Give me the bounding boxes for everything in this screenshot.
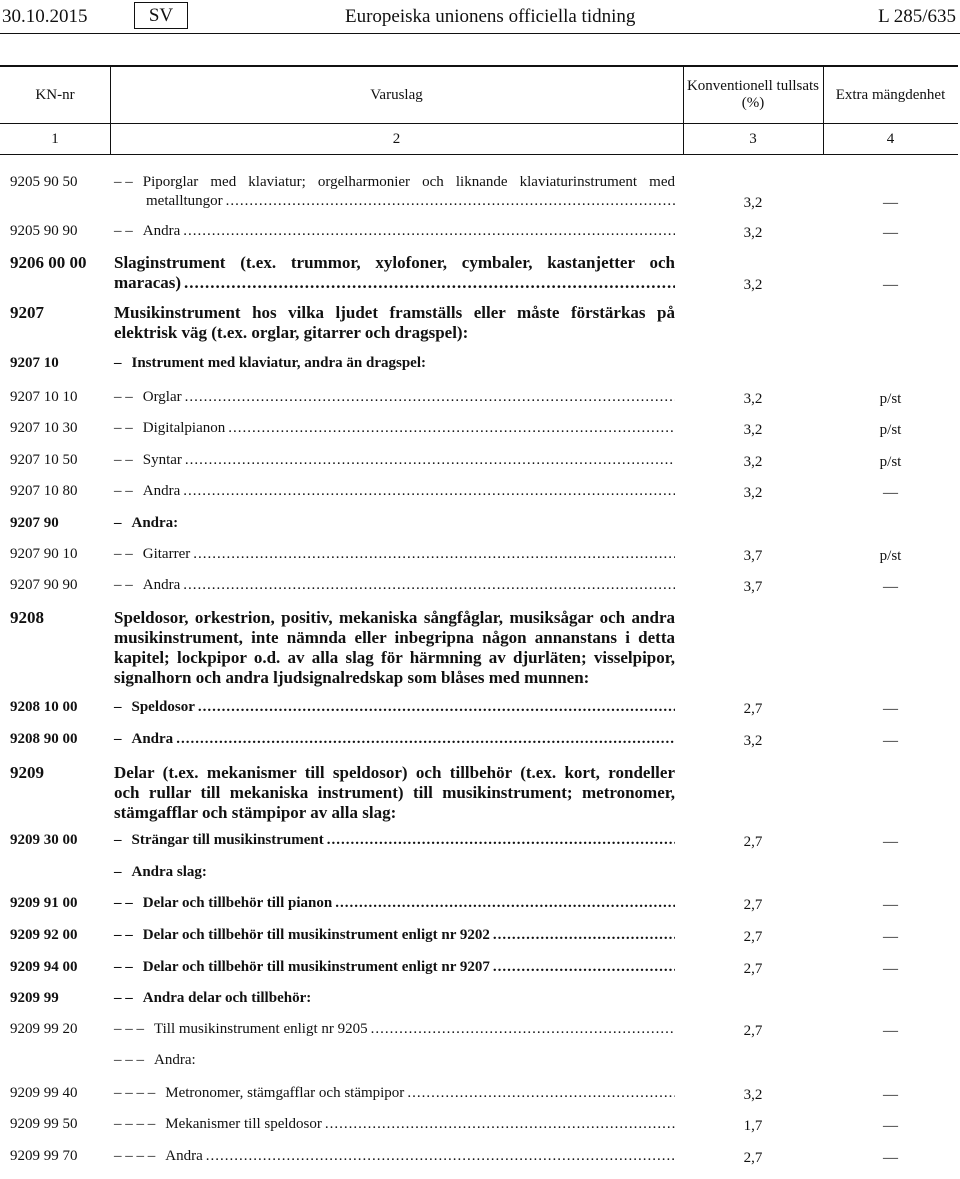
description-text: Delar och tillbehör till pianon — [142, 895, 333, 911]
goods-description — [114, 173, 675, 211]
indent-dash: – – – – — [114, 1085, 156, 1101]
indent-dash: – – — [114, 546, 133, 562]
description-text: Mekanismer till speldosor — [165, 1116, 322, 1132]
indent-dash: – – – — [114, 1052, 144, 1068]
leader-dots — [185, 451, 675, 470]
indent-dash: – – — [114, 174, 133, 190]
description-text: Andra: — [131, 515, 179, 531]
indent-dash: – – — [114, 223, 133, 239]
leader-dots — [184, 273, 675, 293]
indent-dash: – – — [114, 959, 133, 975]
kn-code: 9207 10 10 — [10, 389, 78, 405]
indent-dash: – — [114, 515, 122, 531]
column-divider — [823, 124, 824, 154]
goods-description — [114, 698, 675, 717]
description-text: Speldosor — [131, 699, 195, 715]
description-text: Delar och tillbehör till musikinstrument enligt nr 9202 — [142, 927, 490, 943]
goods-description — [114, 253, 675, 293]
column-number: 1 — [51, 130, 59, 147]
indent-dash: – – – – — [114, 1116, 156, 1132]
goods-description — [114, 894, 675, 913]
duty-rate: 3,7 — [743, 579, 763, 595]
goods-description — [114, 451, 675, 470]
leader-dots — [198, 698, 675, 717]
description-text: Andra slag: — [131, 864, 207, 880]
header-mangdenhet: Extra mängdenhet — [835, 86, 946, 103]
kn-code: 9209 99 40 — [10, 1085, 78, 1101]
description-text: Speldosor, orkestrion, positiv, mekaniska sångfåglar, musiksågar och andra — [114, 608, 675, 627]
column-divider — [110, 124, 111, 154]
description-text: Slaginstrument (t.ex. trummor, xylofoner, cymbaler, kastanjetter och — [114, 253, 675, 272]
column-number: 4 — [886, 130, 895, 147]
page-header — [0, 0, 960, 34]
supplementary-unit: — — [883, 733, 898, 749]
supplementary-unit: — — [883, 579, 898, 595]
description-text: metalltungor — [146, 193, 223, 209]
description-text: Piporglar med klaviatur; orgelharmonier och liknande klaviaturinstrument med — [142, 174, 675, 190]
indent-dash: – – — [114, 927, 133, 943]
supplementary-unit: — — [883, 1087, 898, 1103]
leader-dots — [183, 576, 675, 595]
language-box: SV — [134, 2, 188, 29]
supplementary-unit: — — [883, 1023, 898, 1039]
table-header — [0, 65, 958, 124]
supplementary-unit: — — [883, 485, 898, 501]
leader-dots — [228, 419, 675, 438]
leader-dots — [206, 1147, 675, 1166]
duty-rate: 3,2 — [743, 454, 763, 470]
kn-code: 9207 90 10 — [10, 546, 78, 562]
leader-dots — [335, 894, 675, 913]
description-text: Gitarrer — [142, 546, 191, 562]
goods-description — [114, 222, 675, 241]
kn-code: 9207 — [10, 303, 44, 322]
description-text: Instrument med klaviatur, andra än dragspel: — [131, 355, 426, 371]
leader-dots — [176, 730, 675, 749]
header-rule — [0, 33, 960, 34]
supplementary-unit: — — [883, 701, 898, 717]
page-reference: L 285/635 — [878, 6, 956, 27]
description-text: Andra: — [154, 1052, 196, 1068]
description-text: signalhorn och andra ljudsignalredskap som blåses med munnen: — [114, 668, 590, 687]
kn-code: 9209 99 20 — [10, 1021, 78, 1037]
description-text: Andra — [142, 577, 181, 593]
description-text: Andra — [165, 1148, 203, 1164]
leader-dots — [407, 1084, 675, 1103]
description-text: Metronomer, stämgafflar och stämpipor — [165, 1085, 405, 1101]
description-text: Syntar — [142, 452, 182, 468]
kn-code: 9209 92 00 — [10, 927, 78, 943]
leader-dots — [183, 222, 675, 241]
column-number: 3 — [749, 130, 757, 147]
goods-description — [114, 1115, 675, 1134]
supplementary-unit: — — [883, 929, 898, 945]
description-text: kapitel; lockpipor o.d. av alla slag för härmning av djurläten; visselpipor, — [114, 648, 675, 667]
supplementary-unit: — — [883, 1118, 898, 1134]
supplementary-unit: — — [883, 961, 898, 977]
description-text: Digitalpianon — [142, 420, 226, 436]
goods-description — [114, 989, 675, 1008]
kn-code: 9208 10 00 — [10, 699, 78, 715]
duty-rate: 3,2 — [743, 422, 763, 438]
goods-description — [114, 730, 675, 749]
indent-dash: – – — [114, 420, 133, 436]
indent-dash: – – – – — [114, 1148, 156, 1164]
leader-dots — [327, 831, 675, 850]
header-tullsats: Konventionell tullsats (%) — [686, 78, 820, 111]
duty-rate: 2,7 — [743, 897, 763, 913]
leader-dots — [185, 388, 675, 407]
kn-code: 9207 90 90 — [10, 577, 78, 593]
indent-dash: – — [114, 699, 122, 715]
supplementary-unit: — — [883, 834, 898, 850]
leader-dots — [493, 926, 675, 945]
kn-code: 9209 99 70 — [10, 1148, 78, 1164]
goods-description — [114, 926, 675, 945]
kn-code: 9205 90 50 — [10, 174, 78, 190]
indent-dash: – – – — [114, 1021, 144, 1037]
column-divider — [683, 67, 684, 123]
column-number-row — [0, 124, 958, 155]
indent-dash: – — [114, 864, 122, 880]
description-text: Delar (t.ex. mekanismer till speldosor) och tillbehör (t.ex. kort, rondeller — [114, 763, 675, 782]
goods-description — [114, 576, 675, 595]
goods-description — [114, 763, 675, 823]
duty-rate: 2,7 — [743, 701, 763, 717]
goods-description — [114, 1147, 675, 1166]
supplementary-unit: p/st — [879, 548, 902, 564]
kn-code: 9208 — [10, 608, 44, 627]
description-text: Andra delar och tillbehör: — [142, 990, 312, 1006]
supplementary-unit: p/st — [879, 391, 902, 407]
indent-dash: – – — [114, 389, 133, 405]
goods-description — [114, 863, 675, 882]
goods-description — [114, 1051, 675, 1070]
kn-code: 9207 10 30 — [10, 420, 78, 436]
goods-description — [114, 354, 675, 373]
duty-rate: 2,7 — [743, 834, 763, 850]
description-text: Andra — [142, 223, 181, 239]
kn-code: 9207 90 — [10, 515, 59, 531]
kn-code: 9209 91 00 — [10, 895, 78, 911]
kn-code: 9207 10 80 — [10, 483, 78, 499]
supplementary-unit: — — [883, 1150, 898, 1166]
duty-rate: 3,2 — [743, 391, 763, 407]
description-text: Musikinstrument hos vilka ljudet framställs eller måste förstärkas på — [114, 303, 675, 322]
goods-description — [114, 388, 675, 407]
publication-date: 30.10.2015 — [2, 6, 88, 27]
goods-description — [114, 831, 675, 850]
goods-description — [114, 545, 675, 564]
goods-description — [114, 608, 675, 688]
column-divider — [823, 67, 824, 123]
header-kn-nr: KN-nr — [35, 86, 75, 103]
kn-code: 9209 30 00 — [10, 832, 78, 848]
description-text: och rullar till mekaniska instrument) till musikinstrument; metronomer, — [114, 783, 675, 802]
goods-description — [114, 482, 675, 501]
duty-rate: 2,7 — [743, 929, 763, 945]
leader-dots — [183, 482, 675, 501]
kn-code: 9205 90 90 — [10, 223, 78, 239]
leader-dots — [193, 545, 675, 564]
leader-dots — [226, 192, 675, 211]
indent-dash: – – — [114, 577, 133, 593]
indent-dash: – – — [114, 990, 133, 1006]
duty-rate: 3,2 — [743, 225, 763, 241]
description-text: Andra — [131, 731, 174, 747]
description-text: Orglar — [142, 389, 182, 405]
goods-description — [114, 514, 675, 533]
leader-dots — [371, 1020, 675, 1039]
description-text: Strängar till musikinstrument — [131, 832, 324, 848]
description-text: elektrisk väg (t.ex. orglar, gitarrer och dragspel): — [114, 323, 469, 342]
duty-rate: 2,7 — [743, 1150, 763, 1166]
description-text: stämgafflar och stämpipor av alla slag: — [114, 803, 397, 822]
supplementary-unit: p/st — [879, 454, 902, 470]
goods-description — [114, 958, 675, 977]
indent-dash: – — [114, 832, 122, 848]
column-number: 2 — [392, 130, 401, 147]
tariff-table — [0, 65, 958, 1166]
header-varuslag: Varuslag — [370, 86, 423, 103]
column-divider — [110, 67, 111, 123]
kn-code: 9209 94 00 — [10, 959, 78, 975]
duty-rate: 3,2 — [743, 733, 763, 749]
goods-description — [114, 419, 675, 438]
description-text: Andra — [142, 483, 181, 499]
column-divider — [683, 124, 684, 154]
duty-rate: 3,2 — [743, 195, 763, 211]
duty-rate: 3,7 — [743, 548, 763, 564]
duty-rate: 1,7 — [743, 1118, 763, 1134]
journal-title: Europeiska unionens officiella tidning — [345, 6, 636, 27]
kn-code: 9209 — [10, 763, 44, 782]
kn-code: 9207 10 — [10, 355, 59, 371]
leader-dots — [493, 958, 675, 977]
description-text: musikinstrument, inte nämnda eller inbegripna någon annanstans i detta — [114, 628, 675, 647]
goods-description — [114, 1020, 675, 1039]
indent-dash: – — [114, 731, 122, 747]
supplementary-unit: — — [883, 277, 898, 293]
supplementary-unit: p/st — [879, 422, 902, 438]
leader-dots — [325, 1115, 675, 1134]
kn-code: 9208 90 00 — [10, 731, 78, 747]
kn-code: 9206 00 00 — [10, 253, 87, 272]
indent-dash: – – — [114, 452, 133, 468]
duty-rate: 2,7 — [743, 961, 763, 977]
kn-code: 9209 99 50 — [10, 1116, 78, 1132]
supplementary-unit: — — [883, 195, 898, 211]
indent-dash: – – — [114, 895, 133, 911]
description-text: maracas) — [114, 273, 182, 292]
supplementary-unit: — — [883, 897, 898, 913]
duty-rate: 3,2 — [743, 277, 763, 293]
goods-description — [114, 1084, 675, 1103]
goods-description — [114, 303, 675, 343]
indent-dash: – — [114, 355, 122, 371]
description-text: Till musikinstrument enligt nr 9205 — [154, 1021, 368, 1037]
kn-code: 9209 99 — [10, 990, 59, 1006]
kn-code: 9207 10 50 — [10, 452, 78, 468]
duty-rate: 3,2 — [743, 1087, 763, 1103]
supplementary-unit: — — [883, 225, 898, 241]
duty-rate: 2,7 — [743, 1023, 763, 1039]
duty-rate: 3,2 — [743, 485, 763, 501]
indent-dash: – – — [114, 483, 133, 499]
description-text: Delar och tillbehör till musikinstrument enligt nr 9207 — [142, 959, 490, 975]
